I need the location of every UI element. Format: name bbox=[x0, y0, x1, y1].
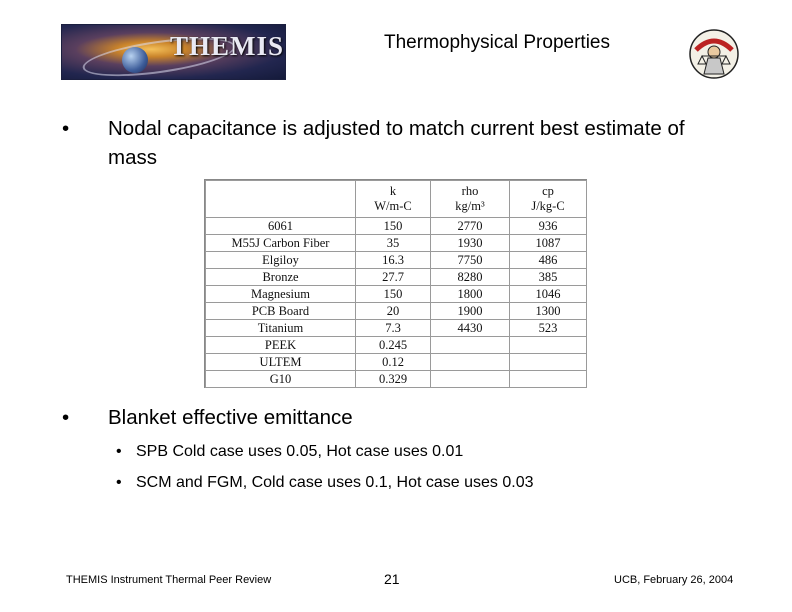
footer-date: UCB, February 26, 2004 bbox=[614, 574, 734, 586]
table-row bbox=[206, 235, 587, 252]
cell-rho bbox=[431, 371, 510, 388]
cell-rho: 1900 bbox=[431, 303, 510, 320]
cell-rho bbox=[431, 354, 510, 371]
table-row bbox=[206, 303, 587, 320]
cell-k: 20 bbox=[356, 303, 431, 320]
header-rho bbox=[431, 181, 510, 218]
cell-material: Elgiloy bbox=[206, 252, 356, 269]
footer-presentation-title: THEMIS Instrument Thermal Peer Review bbox=[66, 574, 272, 586]
table-row bbox=[206, 252, 587, 269]
bullet-text: Blanket effective emittance bbox=[108, 406, 353, 429]
table-row bbox=[206, 371, 587, 388]
sub-bullet-marker: • bbox=[116, 443, 122, 460]
cell-k: 27.7 bbox=[356, 269, 431, 286]
cell-material: 6061 bbox=[206, 218, 356, 235]
properties-table bbox=[205, 180, 587, 388]
cell-material: PEEK bbox=[206, 337, 356, 354]
cell-cp: 1046 bbox=[510, 286, 587, 303]
table-row bbox=[206, 286, 587, 303]
cell-cp: 1087 bbox=[510, 235, 587, 252]
cell-rho bbox=[431, 337, 510, 354]
table-row bbox=[206, 337, 587, 354]
sub-bullet-marker: • bbox=[116, 474, 122, 491]
cell-k: 0.329 bbox=[356, 371, 431, 388]
page-number: 21 bbox=[384, 571, 400, 587]
bullet-text: Nodal capacitance is adjusted to match current best estimate of mass bbox=[108, 117, 685, 169]
header-cp bbox=[510, 181, 587, 218]
header-rho-unit: kg/m³ bbox=[455, 199, 485, 213]
table-row bbox=[206, 320, 587, 337]
header-k-unit: W/m-C bbox=[374, 199, 412, 213]
cell-k: 16.3 bbox=[356, 252, 431, 269]
sub-bullet-text: SPB Cold case uses 0.05, Hot case uses 0.01 bbox=[136, 443, 464, 460]
cell-material: Titanium bbox=[206, 320, 356, 337]
themis-logo-banner bbox=[61, 24, 286, 80]
cell-cp bbox=[510, 354, 587, 371]
header-cp-label: cp bbox=[542, 184, 554, 198]
cell-cp: 523 bbox=[510, 320, 587, 337]
themis-mascot-logo bbox=[688, 28, 740, 80]
cell-rho: 1930 bbox=[431, 235, 510, 252]
sub-bullet-text: SCM and FGM, Cold case uses 0.1, Hot case uses 0.03 bbox=[136, 474, 534, 491]
cell-cp bbox=[510, 337, 587, 354]
thermophysical-properties-table-image bbox=[204, 179, 587, 388]
header-cp-unit: J/kg-C bbox=[531, 199, 565, 213]
cell-k: 0.12 bbox=[356, 354, 431, 371]
cell-material: Magnesium bbox=[206, 286, 356, 303]
cell-rho: 8280 bbox=[431, 269, 510, 286]
cell-k: 35 bbox=[356, 235, 431, 252]
table-row bbox=[206, 354, 587, 371]
bullet-marker: • bbox=[62, 117, 70, 140]
table-row bbox=[206, 218, 587, 235]
cell-rho: 4430 bbox=[431, 320, 510, 337]
cell-cp: 486 bbox=[510, 252, 587, 269]
header-k bbox=[356, 181, 431, 218]
header-k-label: k bbox=[389, 184, 397, 198]
cell-cp: 936 bbox=[510, 218, 587, 235]
cell-k: 150 bbox=[356, 286, 431, 303]
cell-cp: 385 bbox=[510, 269, 587, 286]
cell-k: 7.3 bbox=[356, 320, 431, 337]
table-row bbox=[206, 269, 587, 286]
header-rho-label: rho bbox=[461, 184, 479, 198]
header-material bbox=[206, 181, 356, 218]
cell-material: PCB Board bbox=[206, 303, 356, 320]
earth-graphic bbox=[122, 47, 148, 73]
slide-title: Thermophysical Properties bbox=[384, 32, 610, 53]
cell-rho: 1800 bbox=[431, 286, 510, 303]
cell-cp: 1300 bbox=[510, 303, 587, 320]
logo-text: THEMIS bbox=[170, 31, 285, 61]
cell-rho: 2770 bbox=[431, 218, 510, 235]
cell-k: 0.245 bbox=[356, 337, 431, 354]
cell-material: Bronze bbox=[206, 269, 356, 286]
cell-material: M55J Carbon Fiber bbox=[206, 235, 356, 252]
cell-rho: 7750 bbox=[431, 252, 510, 269]
bullet-marker: • bbox=[62, 406, 70, 429]
cell-material: G10 bbox=[206, 371, 356, 388]
table-header-row bbox=[206, 181, 587, 218]
cell-material: ULTEM bbox=[206, 354, 356, 371]
cell-k: 150 bbox=[356, 218, 431, 235]
cell-cp bbox=[510, 371, 587, 388]
